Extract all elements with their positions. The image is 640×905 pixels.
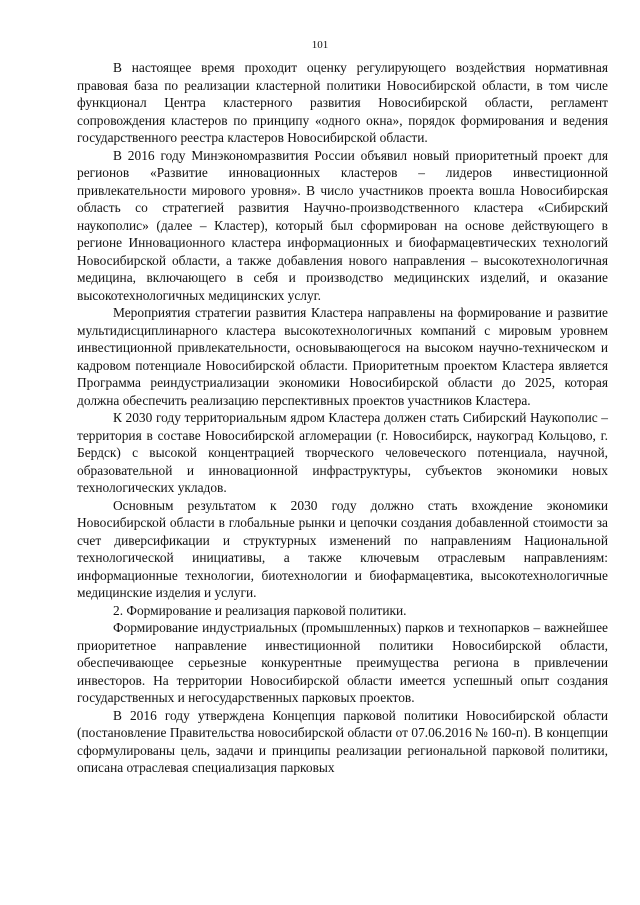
paragraph-industrial-parks: Формирование индустриальных (промышленных) парков и технопарков – важнейшее приоритетное направление инвестиционной политики Новосибирской области, обеспечивающее серьезные конкурентные преимущества региона в привлечении инвесторов. На территории Новосибирской области имеется успешный опыт создания государственных и негосударственных парковых проектов. (77, 620, 608, 705)
paragraph-regulatory-assessment: В настоящее время проходит оценку регулирующего воздействия нормативная правовая база по реализации кластерной политики Новосибирской области, в том числе функционал Центра кластерного развития Новосибирской области, регламент сопровождения кластеров по принципу «одного окна», порядок формирования и ведения государственного реестра кластеров Новосибирской области. (77, 60, 608, 145)
paragraph-main-result-2030: Основным результатом к 2030 году должно стать вхождение экономики Новосибирской области в глобальные рынки и цепочки создания добавленной стоимости за счет диверсификации и структурных изменений по направлениям Национальной технологической инициативы, а также ключевым отраслевым направлениям: информационные технологии, биотехнологии и биофармацевтика, высокотехнологичные медицинские изделия и услуги. (77, 497, 608, 600)
page-number: 101 (311, 39, 329, 51)
paragraph-cluster-core-2030: К 2030 году территориальным ядром Кластера должен стать Сибирский Наукополис – территория в составе Новосибирской агломерации (г. Новосибирск, наукоград Кольцово, г. Бердск) с высокой концентрацией творческого человеческого потенциала, научной, образовательной и инновационной инфраструктуры, субъектов экономики новых технологических укладов. (77, 410, 608, 495)
section-heading-park-policy: 2. Формирование и реализация парковой политики. (113, 602, 407, 618)
paragraph-priority-project-2016: В 2016 году Минэкономразвития России объявил новый приоритетный проект для регионов «Развитие инновационных кластеров – лидеров инвестиционной привлекательности мирового уровня». В число участников проекта вошла Новосибирская область со стратегией развития Научно-производственного кластера «Сибирский наукополис» (далее – Кластер), который был сформирован на основе действующего в регионе Инновационного кластера информационных и биофармацевтических технологий Новосибирской области, а также добавления нового направления – высокотехнологичная медицина, включающего в себя и производство медицинских изделий, и оказание высокотехнологичных медицинских услуг. (77, 147, 608, 303)
paragraph-cluster-strategy-measures: Мероприятия стратегии развития Кластера направлены на формирование и развитие мультидисциплинарного кластера высокотехнологичных компаний с мировым уровнем инвестиционной привлекательности, основывающегося на высоком научно-техническом и кадровом потенциале Новосибирской области. Приоритетным проектом Кластера является Программа реиндустриализации экономики Новосибирской области до 2025, которая должна обеспечить реализацию перспективных проектов участников Кластера. (77, 305, 608, 408)
body-text (77, 59, 608, 777)
paragraph-park-policy-concept: В 2016 году утверждена Концепция парковой политики Новосибирской области (постановление Правительства новосибирской области от 07.06.2016 № 160-п). В концепции сформулированы цель, задачи и принципы реализации региональной парковой политики, описана отраслевая специализация парковых (77, 707, 608, 775)
